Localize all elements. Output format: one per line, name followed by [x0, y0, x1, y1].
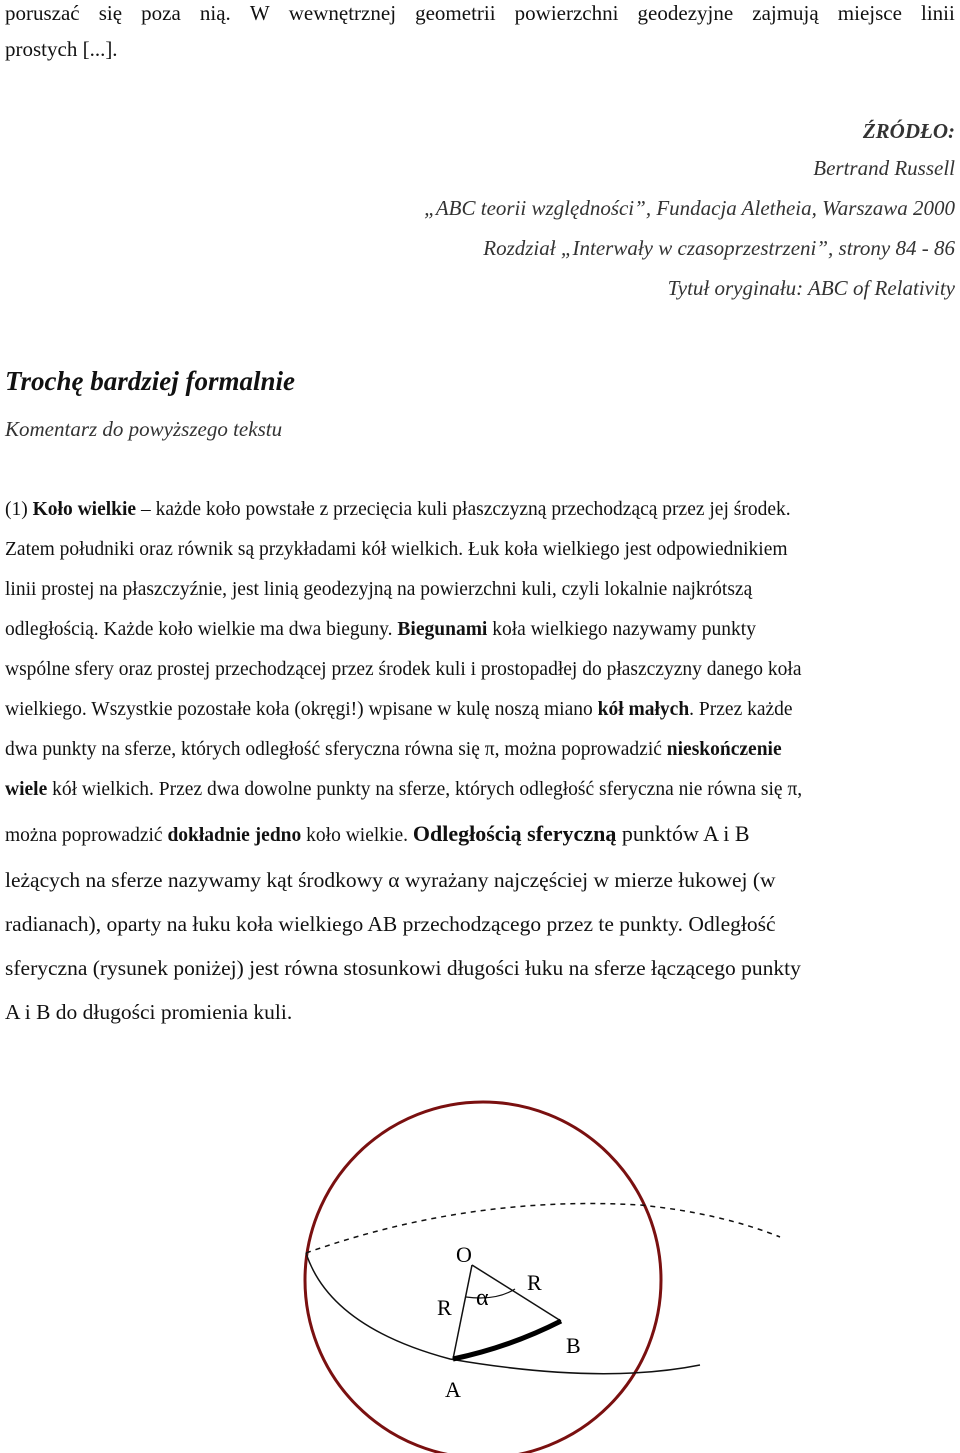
paragraph-line: linii prostej na płaszczyźnie, jest linią geodezyjną na powierzchni kuli, czyli lokalnie najkrótszą	[5, 579, 753, 600]
word: wewnętrznej	[288, 1, 397, 25]
paragraph-line	[5, 497, 955, 523]
angle-arc	[466, 1289, 515, 1298]
sphere-diagram	[0, 1065, 960, 1453]
paragraph-line: leżących na sferze nazywamy kąt środkowy α wyrażany najczęściej w mierze łukowej (w	[5, 868, 776, 892]
paragraph-line	[5, 777, 955, 803]
paragraph-line	[5, 617, 955, 643]
label-R-right: R	[527, 1270, 542, 1295]
source-chapter: Rozdział „Interwały w czasoprzestrzeni”, strony 84 - 86	[483, 236, 955, 260]
source-author: Bertrand Russell	[813, 156, 955, 180]
term-spherical-distance: Odległością sferyczną	[412, 821, 617, 846]
paragraph-line	[5, 821, 955, 849]
section-title: Trochę bardziej formalnie	[5, 366, 295, 396]
paragraph-line: wspólne sfery oraz prostej przechodzącej przez środek kuli i prostopadłej do płaszczyzny danego koła	[5, 659, 802, 680]
word: geometrii	[415, 1, 496, 25]
source-book: „ABC teorii względności”, Fundacja Aletheia, Warszawa 2000	[424, 196, 955, 220]
label-alpha: α	[476, 1285, 489, 1311]
text-run: kół wielkich. Przez dwa dowolne punkty na sferze, których odległość sferyczna nie równa się π,	[47, 779, 803, 800]
text-run: odległością. Każde koło wielkie ma dwa bieguny.	[5, 619, 398, 640]
text-run: punktów A i B	[616, 821, 750, 846]
text-run: wielkiego. Wszystkie pozostałe koła (okręgi!) wpisane w kulę noszą miano	[5, 699, 598, 720]
paragraph-line: A i B do długości promienia kuli.	[5, 1000, 293, 1024]
label-A: A	[445, 1377, 461, 1402]
text-run: koło wielkie.	[301, 825, 413, 846]
text-run: (1)	[5, 499, 33, 520]
term-great-circle: Koło wielkie	[32, 499, 137, 520]
word: W	[249, 1, 270, 25]
paragraph-line	[5, 697, 955, 723]
word: zajmują	[752, 1, 819, 25]
top-text-line-2: prostych [...].	[5, 37, 118, 61]
label-O: O	[456, 1242, 472, 1267]
paragraph-line: radianach), oparty na łuku koła wielkiego AB przechodzącego przez te punkty. Odległość	[5, 912, 776, 936]
term-poles: Biegunami	[397, 619, 488, 640]
radius-OA	[453, 1265, 472, 1359]
term-infinitely: nieskończenie	[666, 739, 782, 760]
great-circle-front-arc	[306, 1253, 700, 1374]
text-run: dwa punkty na sferze, których odległość sferyczna równa się π, można poprowadzić	[5, 739, 667, 760]
text-run: można poprowadzić	[5, 825, 168, 846]
paragraph-line: sferyczna (rysunek poniżej) jest równa stosunkowi długości łuku na sferze łączącego punkty	[5, 956, 801, 980]
top-text-line-1	[5, 0, 955, 26]
word: linii	[921, 1, 955, 25]
source-label: ŹRÓDŁO:	[862, 119, 955, 143]
word: poza	[141, 1, 181, 25]
arc-AB	[453, 1321, 561, 1359]
term-exactly-one: dokładnie jedno	[167, 825, 302, 846]
word: nią.	[199, 1, 231, 25]
label-R-left: R	[437, 1295, 452, 1320]
word: geodezyjne	[637, 1, 734, 25]
source-original-title: Tytuł oryginału: ABC of Relativity	[667, 276, 955, 300]
term-small-circles: kół małych	[597, 699, 690, 720]
paragraph-line	[5, 737, 955, 763]
word: się	[98, 1, 123, 25]
label-B: B	[566, 1333, 581, 1358]
word: powierzchni	[514, 1, 619, 25]
paragraph-line: Zatem południki oraz równik są przykładami kół wielkich. Łuk koła wielkiego jest odpowiednikiem	[5, 539, 788, 560]
word: miejsce	[837, 1, 902, 25]
term-many: wiele	[5, 779, 48, 800]
text-run: – każde koło powstałe z przecięcia kuli płaszczyzną przechodzącą przez jej środek.	[136, 499, 791, 520]
word: poruszać	[5, 1, 80, 25]
text-run: koła wielkiego nazywamy punkty	[487, 619, 756, 640]
great-circle-back-arc	[306, 1204, 780, 1253]
sphere-outline	[305, 1102, 661, 1453]
text-run: . Przez każde	[689, 699, 793, 720]
section-subtitle: Komentarz do powyższego tekstu	[5, 417, 283, 441]
